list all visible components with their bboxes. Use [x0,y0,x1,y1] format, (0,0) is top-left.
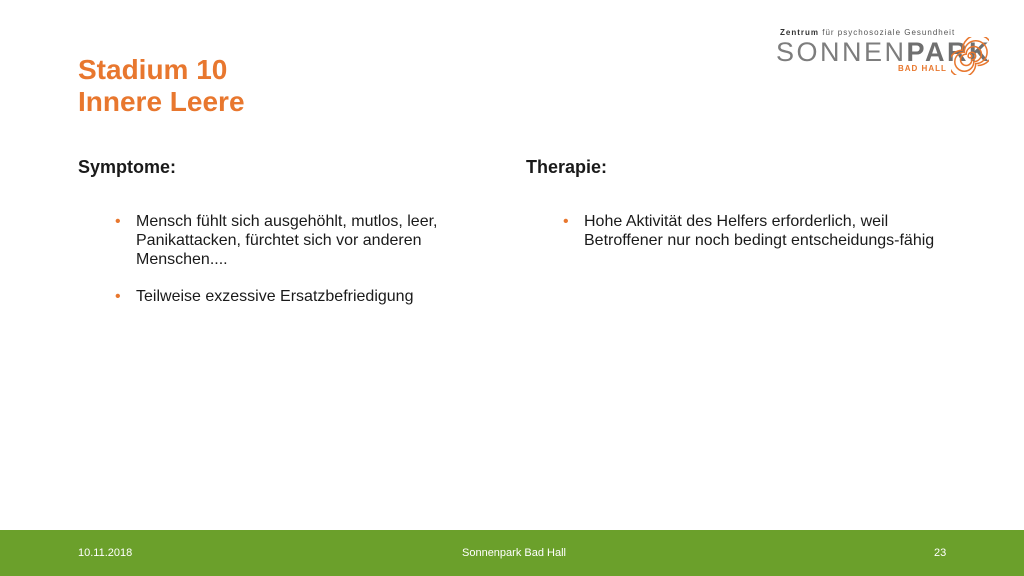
symptoms-column [78,156,498,324]
logo-tagline-bold: Zentrum [780,28,819,37]
page-number: 23 [934,547,947,559]
symptoms-heading: Symptome: [78,157,177,177]
slide-title [78,54,245,118]
bullet-icon: • [563,213,569,230]
therapy-heading: Therapie: [526,157,608,177]
footer-date: 10.11.2018 [78,547,133,559]
logo-word-bold: PARK [906,37,992,67]
footer-title: Sonnenpark Bad Hall [462,547,566,559]
logo-tagline [780,28,955,37]
logo-word-light: SONNEN [776,37,907,67]
logo-subline: BAD HALL [898,64,947,73]
therapy-list [526,212,946,250]
list-item [78,287,498,306]
bullet-icon: • [115,213,121,230]
footer-bar [0,530,1024,576]
logo-tagline-rest: für psychosoziale Gesundheit [819,28,956,37]
symptom-text: Teilweise exzessive Ersatzbefriedigung [136,288,414,305]
spiral-icon [951,37,989,75]
therapy-text: Hohe Aktivität des Helfers erforderlich, weil Betroffener nur noch bedingt entscheidungs-fähig [584,213,935,249]
sonnenpark-logo [770,28,990,80]
symptom-text: Mensch fühlt sich ausgehöhlt, mutlos, leer, Panikattacken, fürchtet sich vor anderen Menschen.... [136,213,438,268]
symptoms-list [78,212,498,306]
list-item [526,212,946,250]
title-line-1: Stadium 10 [78,54,228,85]
title-line-2: Innere Leere [78,86,245,117]
bullet-icon: • [115,288,121,305]
list-item [78,212,498,269]
therapy-column [526,156,946,268]
